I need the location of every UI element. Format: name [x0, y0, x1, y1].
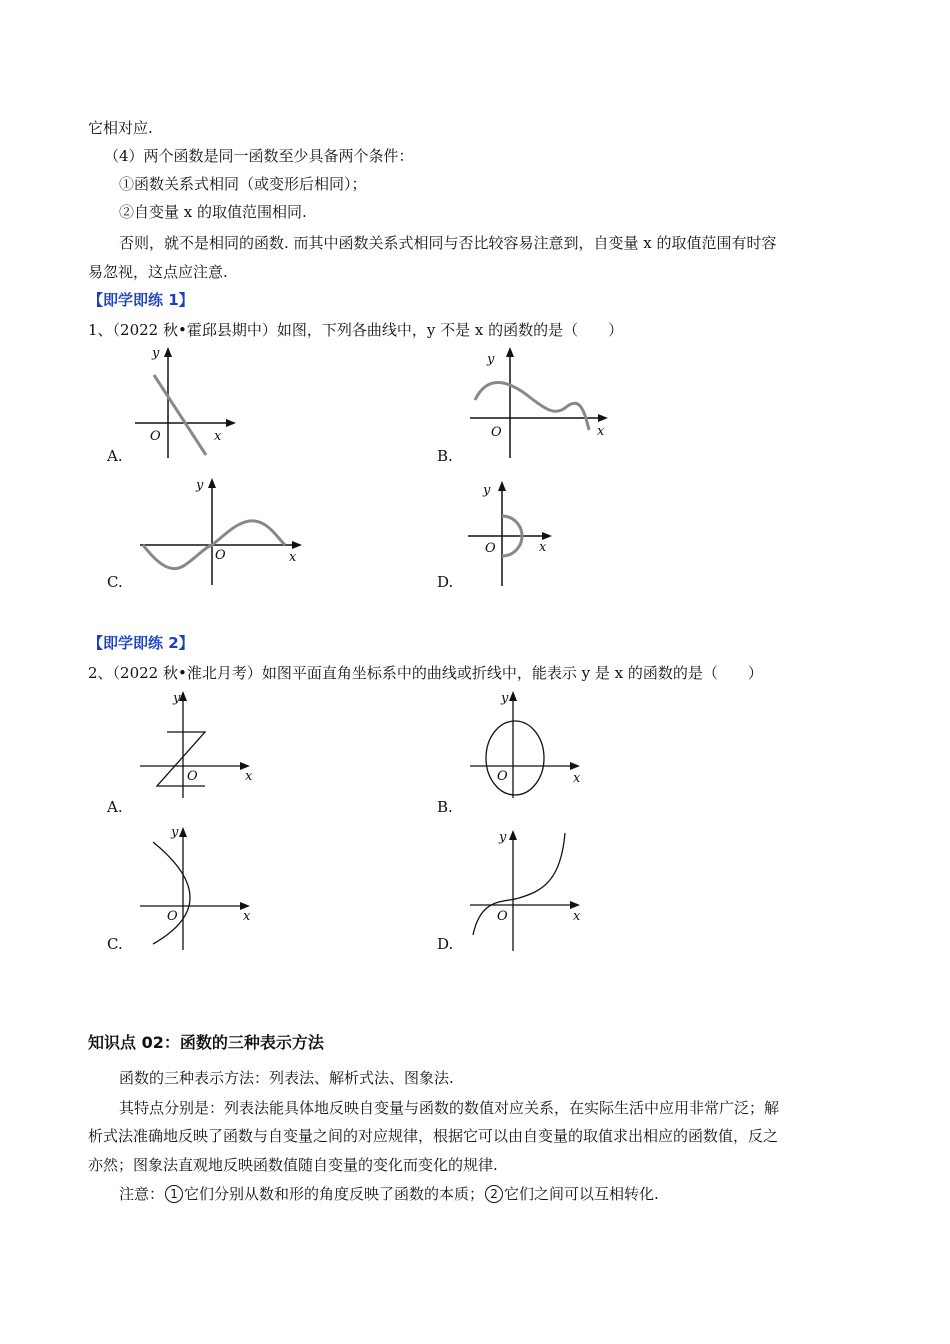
option-2d: D.: [437, 935, 454, 953]
section-p2b: 析式法准确地反映了函数与自变量之间的对应规律，根据它可以由自变量的取值求出相应的函数值，反之: [88, 1127, 779, 1145]
graph-2b: [465, 688, 595, 800]
x-label: x: [243, 909, 251, 924]
x-label: x: [214, 429, 222, 444]
origin-label: O: [497, 909, 508, 924]
x-label: x: [539, 540, 547, 555]
y-label: y: [499, 830, 507, 845]
x-label: x: [597, 424, 605, 439]
x-label: x: [573, 771, 581, 786]
text-line-1: 它相对应.: [88, 119, 153, 137]
section-p1: 函数的三种表示方法：列表法、解析式法、图象法.: [119, 1069, 454, 1087]
arrow-icon: [570, 901, 580, 909]
y-label: y: [487, 352, 495, 367]
arrow-icon: [598, 414, 608, 422]
origin-label: O: [150, 429, 161, 444]
y-label: y: [173, 691, 181, 706]
origin-label: O: [167, 909, 178, 924]
y-label: y: [152, 346, 160, 361]
origin-label: O: [485, 541, 496, 556]
circled-two: 2: [485, 1185, 503, 1203]
text-line-3: ①函数关系式相同（或变形后相同）；: [119, 175, 367, 193]
y-label: y: [483, 483, 491, 498]
arrow-icon: [509, 830, 517, 840]
practice-2-label: 【即学即练 2】: [88, 634, 194, 652]
text-line-2: （4）两个函数是同一函数至少具备两个条件：: [104, 147, 414, 165]
section-title: 知识点 02：函数的三种表示方法: [88, 1033, 324, 1052]
origin-label: O: [497, 769, 508, 784]
option-2a: A.: [107, 798, 123, 816]
text-line-6: 易忽视，这点应注意.: [88, 263, 228, 281]
option-2c: C.: [107, 935, 123, 953]
graph-1d: [465, 478, 565, 588]
origin-label: O: [215, 548, 226, 563]
y-label: y: [196, 478, 204, 493]
graph-1c: [135, 475, 310, 587]
option-1d: D.: [437, 573, 454, 591]
graph-2d: [465, 825, 595, 953]
arrow-icon: [498, 481, 506, 491]
y-label: y: [171, 825, 179, 840]
practice-1-question: 1、（2022 秋•霍邱县期中）如图，下列各曲线中，y 不是 x 的函数的是（ ）: [88, 321, 624, 339]
practice-1-label: 【即学即练 1】: [88, 291, 194, 309]
section-p2c: 亦然；图象法直观地反映函数值随自变量的变化而变化的规律.: [88, 1156, 498, 1174]
graph-2c: [135, 822, 265, 952]
graph-1b: [465, 345, 615, 460]
text-line-4: ②自变量 x 的取值范围相同.: [119, 203, 307, 221]
section-p2a: 其特点分别是：列表法能具体地反映自变量与函数的数值对应关系，在实际生活中应用非常广泛；解: [119, 1099, 780, 1117]
y-label: y: [501, 691, 509, 706]
circled-one: 1: [165, 1185, 183, 1203]
note-part-1: 它们分别从数和形的角度反映了函数的本质；: [184, 1185, 485, 1203]
x-label: x: [289, 550, 297, 565]
origin-label: O: [491, 425, 502, 440]
practice-2-question: 2、（2022 秋•淮北月考）如图平面直角坐标系中的曲线或折线中，能表示 y 是 x 的函数的是（ ）: [88, 664, 763, 682]
option-1c: C.: [107, 573, 123, 591]
x-label: x: [573, 909, 581, 924]
option-1a: A.: [107, 447, 123, 465]
origin-label: O: [187, 769, 198, 784]
arrow-icon: [509, 691, 517, 701]
note-part-2: 它们之间可以互相转化.: [504, 1185, 659, 1203]
arrow-icon: [570, 762, 580, 770]
arrow-icon: [226, 419, 236, 427]
arrow-icon: [506, 347, 514, 357]
arrow-icon: [164, 347, 172, 357]
arrow-icon: [179, 827, 187, 837]
note-prefix: 注意：: [119, 1185, 165, 1203]
arrow-icon: [542, 532, 552, 540]
x-label: x: [245, 769, 253, 784]
section-note: [119, 1184, 659, 1204]
graph-2a: [135, 688, 265, 800]
graph-1a: [130, 345, 240, 460]
text-line-5: 否则，就不是相同的函数. 而其中函数关系式相同与否比较容易注意到，自变量 x 的取值范围有时容: [119, 234, 777, 252]
option-2b: B.: [437, 798, 453, 816]
arrow-icon: [208, 478, 216, 488]
option-1b: B.: [437, 447, 453, 465]
arrow-icon: [292, 541, 302, 549]
